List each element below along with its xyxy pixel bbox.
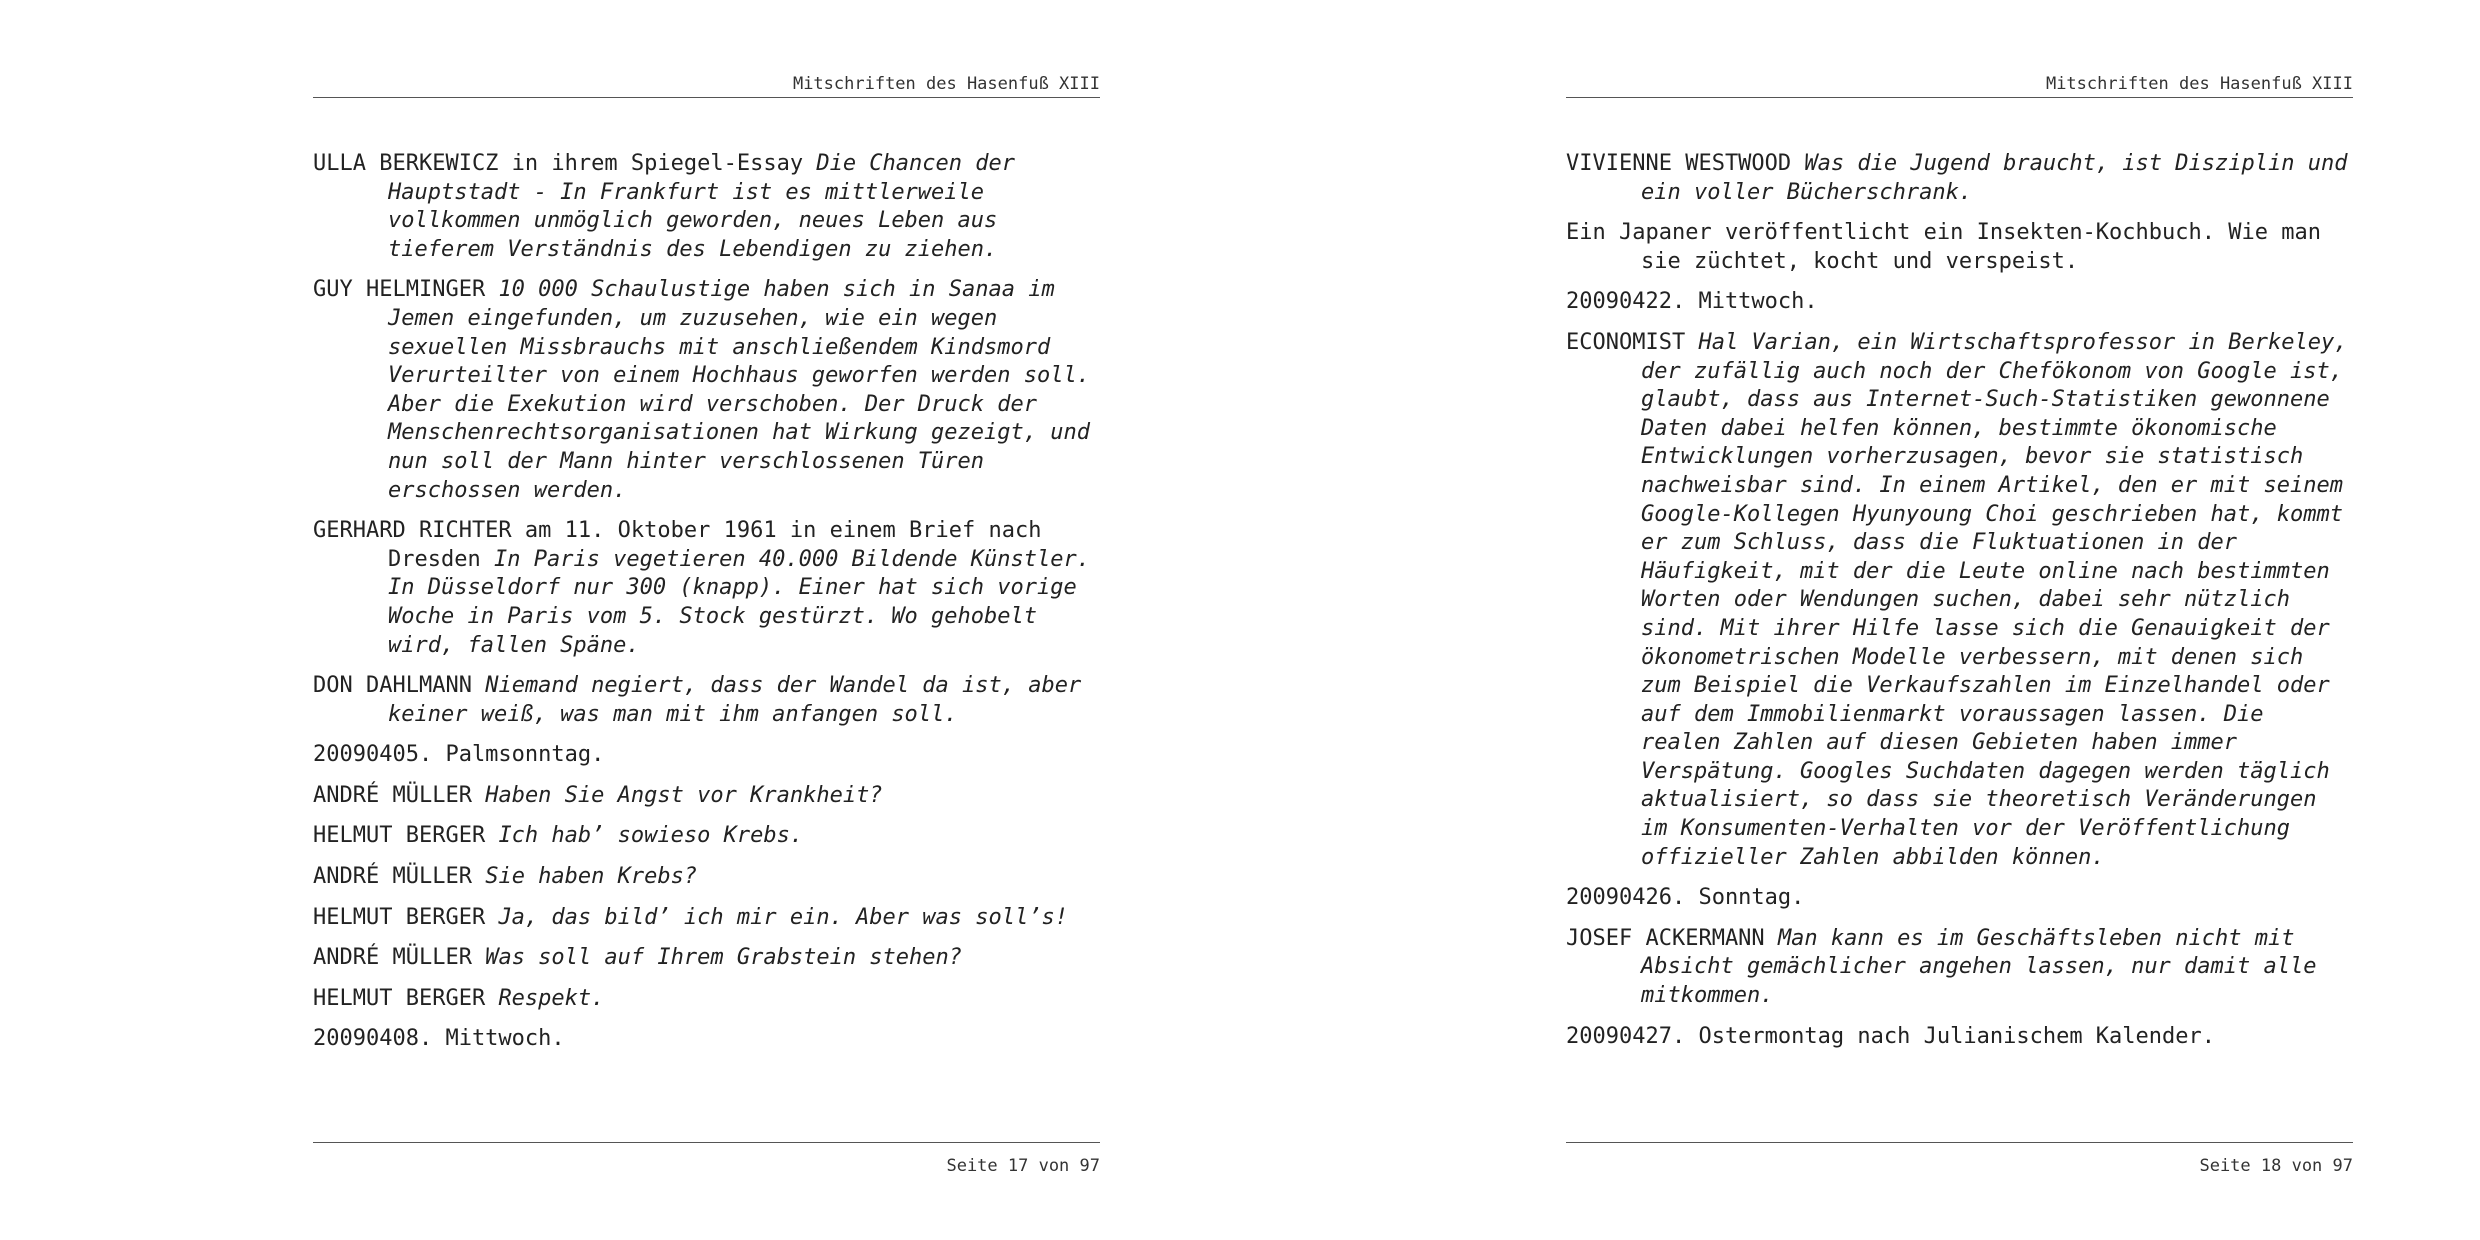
quote-text: Haben Sie Angst vor Krankheit? (485, 782, 883, 808)
page-number: Seite 18 von 97 (2199, 1156, 2353, 1176)
speaker-name: JOSEF ACKERMANN (1566, 925, 1765, 951)
entry-text: 20090405. Palmsonntag. (313, 742, 605, 768)
quote-text: Ich hab’ sowieso Krebs. (498, 823, 804, 849)
footer-rule (1566, 1142, 2353, 1143)
entry-text: 20090408. Mittwoch. (313, 1026, 565, 1052)
quote-text: Was die Jugend braucht, ist Disziplin und ein voller Bücherschrank. (1641, 151, 2348, 205)
quote-text: 10 000 Schaulustige haben sich in Sanaa im Jemen eingefunden, um zuzusehen, wie ein wegen sexuellen Missbrauchs mit anschließendem Kindsmord Verurteilter von einem Hochhaus geworfen werden soll. Aber die Exekution wird verschoben. Der Druck der Menschenrechtsorganisationen hat Wirkung gezeigt, und nun soll der Mann hinter verschlossenen Türen erschossen werden. (388, 277, 1090, 503)
speaker-name: GERHARD RICHTER (313, 518, 512, 544)
entry-text: 20090422. Mittwoch. (1566, 289, 1818, 315)
header-rule (1566, 97, 2353, 98)
page-body (1566, 150, 2353, 1063)
entry (313, 782, 1100, 811)
entry (1566, 150, 2353, 207)
page-17 (313, 0, 1100, 1240)
quote-text: Was soll auf Ihrem Grabstein stehen? (485, 945, 963, 971)
entry (1566, 1023, 2353, 1052)
entry (313, 822, 1100, 851)
entry (1566, 219, 2353, 276)
quote-text: Man kann es im Geschäftsleben nicht mit Absicht gemächlicher angehen lassen, nur damit alle mitkommen. (1641, 925, 2317, 1009)
entry (313, 863, 1100, 892)
quote-text: Die Chancen der Hauptstadt - In Frankfurt ist es mittlerweile vollkommen unmöglich geworden, neues Leben aus tieferem Verständnis des Lebendigen zu ziehen. (388, 151, 1016, 262)
entry-text (485, 277, 498, 302)
entry (313, 1025, 1100, 1054)
footer-rule (313, 1142, 1100, 1143)
entry (1566, 288, 2353, 317)
entry (313, 150, 1100, 264)
page-header: Mitschriften des Hasenfuß XIII (2045, 74, 2353, 94)
entry-text (472, 864, 485, 889)
speaker-name: ANDRÉ MÜLLER (313, 782, 472, 808)
entry (313, 944, 1100, 973)
speaker-name: ULLA BERKEWICZ (313, 151, 499, 176)
entry-text (472, 673, 485, 698)
quote-text: Niemand negiert, dass der Wandel da ist, aber keiner weiß, was man mit ihm anfangen soll. (388, 673, 1082, 727)
quote-text: Hal Varian, ein Wirtschaftsprofessor in Berkeley, der zufällig auch noch der Chefökonom von Google ist, glaubt, dass aus Internet-Such-Statistiken gewonnene Daten dabei helfen können, bestimmte ökonomische Entwicklungen vorherzusagen, bevor sie statistisch nachweisbar sind. In einem Artikel, den er mit seinem Google-Kollegen Hyunyoung Choi geschrieben hat, kommt er zum Schluss, dass die Fluktuationen in der Häufigkeit, mit der die Leute online nach bestimmten Worten oder Wendungen suchen, dabei sehr nützlich sind. Mit ihrer Hilfe lasse sich die Genauigkeit der ökonometrischen Modelle verbessern, mit denen sich zum Beispiel die Verkaufszahlen im Einzelhandel oder auf dem Immobilienmarkt voraussagen lassen. Die realen Zahlen auf diesen Gebieten haben immer Verspätung. Googles Suchdaten dagegen werden täglich aktualisiert, so dass sie theoretisch Veränderungen im Konsumenten-Verhalten vor der Veröffentlichung offizieller Zahlen abbilden können. (1641, 329, 2348, 870)
speaker-name: ECONOMIST (1566, 329, 1686, 355)
entry-text: 20090427. Ostermontag nach Julianischem Kalender. (1566, 1023, 2216, 1049)
page-body (313, 150, 1100, 1066)
page-header: Mitschriften des Hasenfuß XIII (792, 74, 1100, 94)
entry-text: Ein Japaner veröffentlicht ein Insekten-Kochbuch. Wie man sie züchtet, kocht und verspeist. (1566, 220, 2335, 274)
speaker-name: ANDRÉ MÜLLER (313, 864, 472, 890)
speaker-name: DON DAHLMANN (313, 673, 472, 699)
speaker-name: HELMUT BERGER (313, 985, 486, 1011)
speaker-name: ANDRÉ MÜLLER (313, 945, 472, 971)
entry (1566, 884, 2353, 913)
entry (313, 517, 1100, 660)
entry-text (1765, 926, 1778, 951)
speaker-name: HELMUT BERGER (313, 904, 486, 930)
page-number: Seite 17 von 97 (946, 1156, 1100, 1176)
page-18 (1566, 0, 2353, 1240)
speaker-name: VIVIENNE WESTWOOD (1566, 151, 1792, 176)
entry-text (485, 823, 498, 848)
entry (313, 741, 1100, 770)
entry-text (1791, 151, 1804, 176)
speaker-name: GUY HELMINGER (313, 277, 486, 303)
entry (313, 904, 1100, 933)
entry (1566, 329, 2353, 872)
entry (313, 985, 1100, 1014)
entry-text (472, 945, 485, 970)
entry (1566, 925, 2353, 1011)
entry-text (472, 783, 485, 808)
entry-text (485, 905, 498, 930)
entry-text (485, 986, 498, 1011)
entry-text (1685, 330, 1698, 355)
entry-text: am 11. Oktober 1961 in einem Brief nach Dresden (388, 518, 1055, 572)
entry (313, 276, 1100, 505)
header-rule (313, 97, 1100, 98)
quote-text: Sie haben Krebs? (485, 864, 698, 890)
entry-text: 20090426. Sonntag. (1566, 885, 1805, 911)
quote-text: Respekt. (498, 985, 605, 1011)
speaker-name: HELMUT BERGER (313, 823, 486, 849)
entry (313, 672, 1100, 729)
entry-text: in ihrem Spiegel-Essay (498, 151, 817, 176)
quote-text: Ja, das bild’ ich mir ein. Aber was soll’s! (498, 904, 1068, 930)
quote-text: In Paris vegetieren 40.000 Bildende Künstler. In Düsseldorf nur 300 (knapp). Einer hat sich vorige Woche in Paris vom 5. Stock gestürzt. Wo gehobelt wird, fallen Späne. (388, 546, 1090, 658)
